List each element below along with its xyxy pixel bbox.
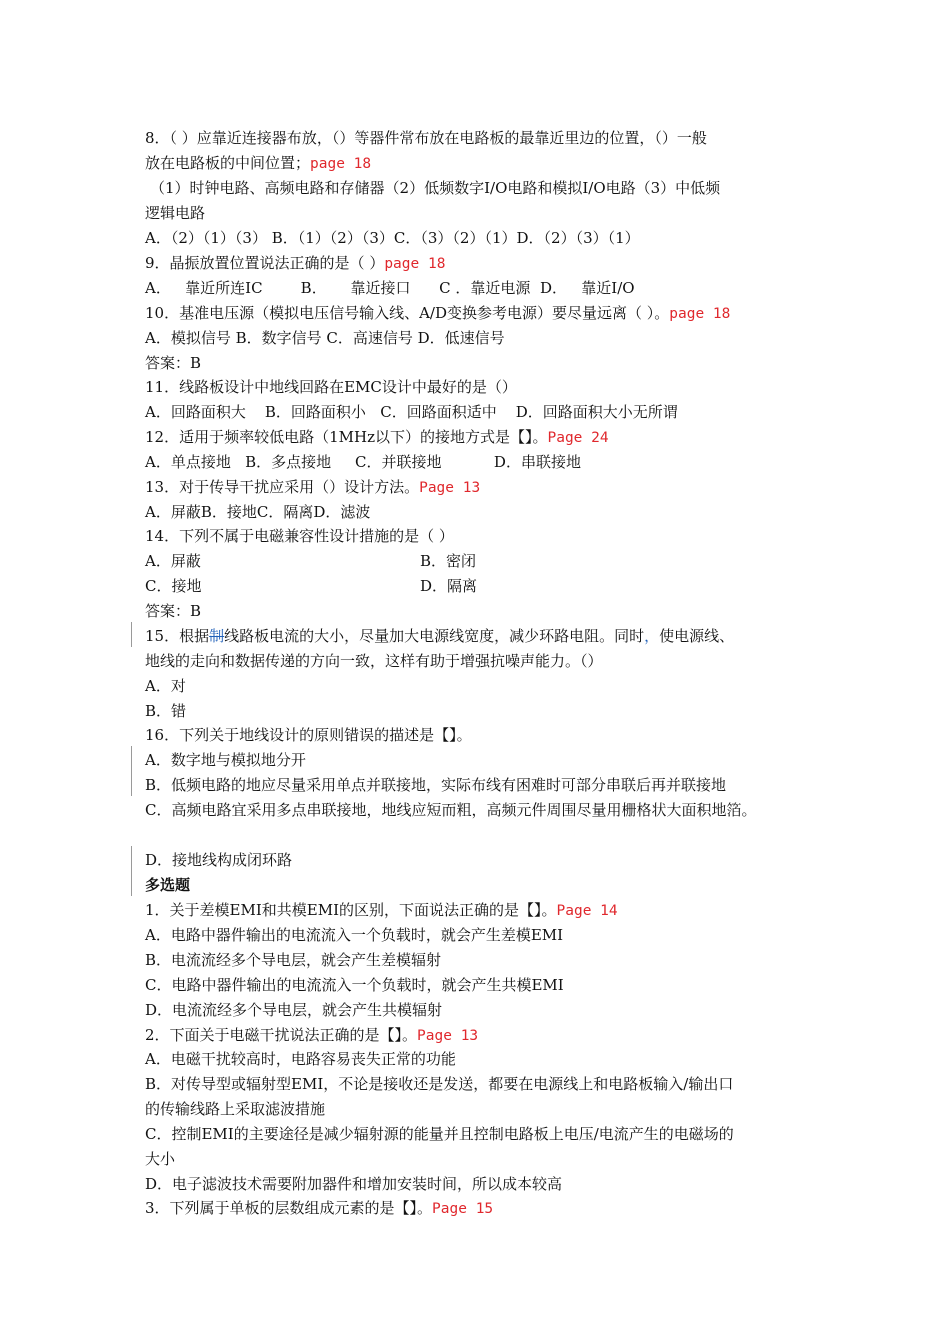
question-9 [145,253,445,274]
multi-question-2-option-b-line-2 [145,1099,325,1119]
text: 10．基准电压源（模拟电压信号输入线、A/D变换参考电源）要尽量远离（ ）。 [145,304,670,322]
text: A．模拟信号 B．数字信号 C．高速信号 D．低速信号 [145,329,505,347]
text: 8．（ ）应靠近连接器布放，（）等器件常布放在电路板的最靠近里边的位置，（）一般 [145,129,707,147]
text: D．接地线构成闭环路 [145,851,293,869]
question-14-option-b [420,551,476,571]
text: 线路板电流的大小，尽量加大电源线宽度，减少环路电阻。同时 [224,627,645,645]
text: C．接地 [145,577,202,595]
question-15-line-2 [145,651,603,671]
text: 使电源线、 [659,627,735,645]
page-reference: Page 13 [419,480,481,496]
text: D．电流流经多个导电层，就会产生共模辐射 [145,1001,443,1019]
text: A．屏蔽B．接地C．隔离D．滤波 [145,503,371,521]
multi-question-2 [145,1025,478,1046]
question-8-line-2 [145,153,371,174]
question-8-line-4 [145,203,205,223]
question-11-options [145,402,678,422]
text: 9．晶振放置位置说法正确的是（ ） [145,254,385,272]
text: 放在电路板的中间位置； [145,154,311,172]
question-10-options [145,328,505,348]
page-reference: Page 13 [417,1028,479,1044]
question-8-line-3 [150,178,720,198]
text: 11．线路板设计中地线回路在EMC设计中最好的是（） [145,378,517,396]
text: 大小 [145,1150,176,1168]
text: 14．下列不属于电磁兼容性设计措施的是（ ） [145,527,454,545]
multi-question-1-option-a [145,925,563,945]
multi-question-2-option-d [145,1174,562,1194]
text: B．低频电路的地应尽量采用单点并联接地，实际布线有困难时可部分串联后再并联接地 [145,776,727,794]
question-14-option-a [145,551,201,571]
answer-line [145,353,201,373]
page-reference: Page 14 [556,903,618,919]
text: 逻辑电路 [145,204,206,222]
text: A．（2）（1）（3） B．（1）（2）（3）C．（3）（2）（1）D．（2）（3）（1） [145,229,640,247]
page-reference: page 18 [310,156,372,172]
text: 地线的走向和数据传递的方向一致，这样有助于增强抗噪声能力。（） [145,652,603,670]
text: A．回路面积大 B．回路面积小 C．回路面积适中 D．回路面积大小无所谓 [145,403,678,421]
text: 15．根据 [145,627,210,645]
text: A． 靠近所连IC B． 靠近接口 C ．靠近电源 D． 靠近I/O [145,279,635,297]
page-reference: page 18 [669,306,731,322]
answer-line [145,601,201,621]
question-11 [145,377,517,397]
question-15-option-a [145,676,186,696]
multi-question-1-option-c [145,975,564,995]
text: 3．下列属于单板的层数组成元素的是【】。 [145,1199,433,1217]
text: D．电子滤波技术需要附加器件和增加安装时间，所以成本较高 [145,1175,563,1193]
text: C．电路中器件输出的电流流入一个负载时，就会产生共模EMI [145,976,564,994]
change-bar [131,846,132,896]
text: A．数字地与模拟地分开 [145,751,306,769]
text: D．隔离 [420,577,478,595]
question-16 [145,725,472,745]
text: 的传输线路上采取滤波措施 [145,1100,326,1118]
question-13-options [145,502,370,522]
multi-question-2-option-a [145,1049,456,1069]
text: 1．关于差模EMI和共模EMI的区别，下面说法正确的是【】。 [145,901,557,919]
change-bar [131,622,132,647]
multi-question-2-option-b-line-1 [145,1074,733,1094]
text: 答案：B [145,354,202,372]
question-15-line-1 [145,626,734,646]
question-14 [145,526,454,546]
text: B．错 [145,702,187,720]
text: C．高频电路宜采用多点串联接地，地线应短而粗，高频元件周围尽量用栅格状大面积地箔。 [145,801,757,819]
multi-question-1-option-d [145,1000,442,1020]
text: 2．下面关于电磁干扰说法正确的是【】。 [145,1026,418,1044]
text: 12．适用于频率较低电路（1MHz以下）的接地方式是【】。 [145,428,548,446]
text: 答案：B [145,602,202,620]
text: A．屏蔽 [145,552,201,570]
question-12-options [145,452,581,472]
deleted-text: 制 [209,627,225,645]
question-15-option-b [145,701,186,721]
multi-question-1 [145,900,618,921]
question-13 [145,477,480,498]
question-16-option-a [145,750,306,770]
text: C．控制EMI的主要途径是减少辐射源的能量并且控制电路板上电压/电流产生的电磁场的 [145,1125,734,1143]
text: A．电磁干扰较高时，电路容易丧失正常的功能 [145,1050,456,1068]
question-16-option-b [145,775,726,795]
question-8-line-1 [145,128,707,148]
multi-question-3 [145,1198,493,1219]
question-16-option-d [145,850,292,870]
multi-question-2-option-c-line-1 [145,1124,734,1144]
change-bar [131,746,132,796]
text: A．对 [145,677,186,695]
question-14-option-c [145,576,201,596]
text: A．单点接地 B．多点接地 C．并联接地 D．串联接地 [145,453,581,471]
text: 16．下列关于地线设计的原则错误的描述是【】。 [145,726,472,744]
text: （1）时钟电路、高频电路和存储器（2）低频数字I/O电路和模拟I/O电路（3）中低频 [150,179,721,197]
question-16-option-c [145,800,756,820]
question-8-options [145,228,640,248]
question-12 [145,427,609,448]
page-reference: page 18 [384,256,446,272]
text: B．电流流经多个导电层，就会产生差模辐射 [145,951,442,969]
text: B．对传导型或辐射型EMI，不论是接收还是发送，都要在电源线上和电路板输入/输出口 [145,1075,734,1093]
multi-question-1-option-b [145,950,441,970]
multi-question-2-option-c-line-2 [145,1149,175,1169]
page-reference: Page 15 [432,1201,494,1217]
text: 多选题 [145,876,191,894]
text: B．密闭 [420,552,477,570]
question-14-option-d [420,576,477,596]
question-9-options [145,278,635,298]
page-reference: Page 24 [547,430,609,446]
text: A．电路中器件输出的电流流入一个负载时，就会产生差模EMI [145,926,564,944]
question-10 [145,303,730,324]
text: 13．对于传导干扰应采用（）设计方法。 [145,478,420,496]
revision-mark: ， [644,627,660,645]
section-heading [145,875,190,895]
